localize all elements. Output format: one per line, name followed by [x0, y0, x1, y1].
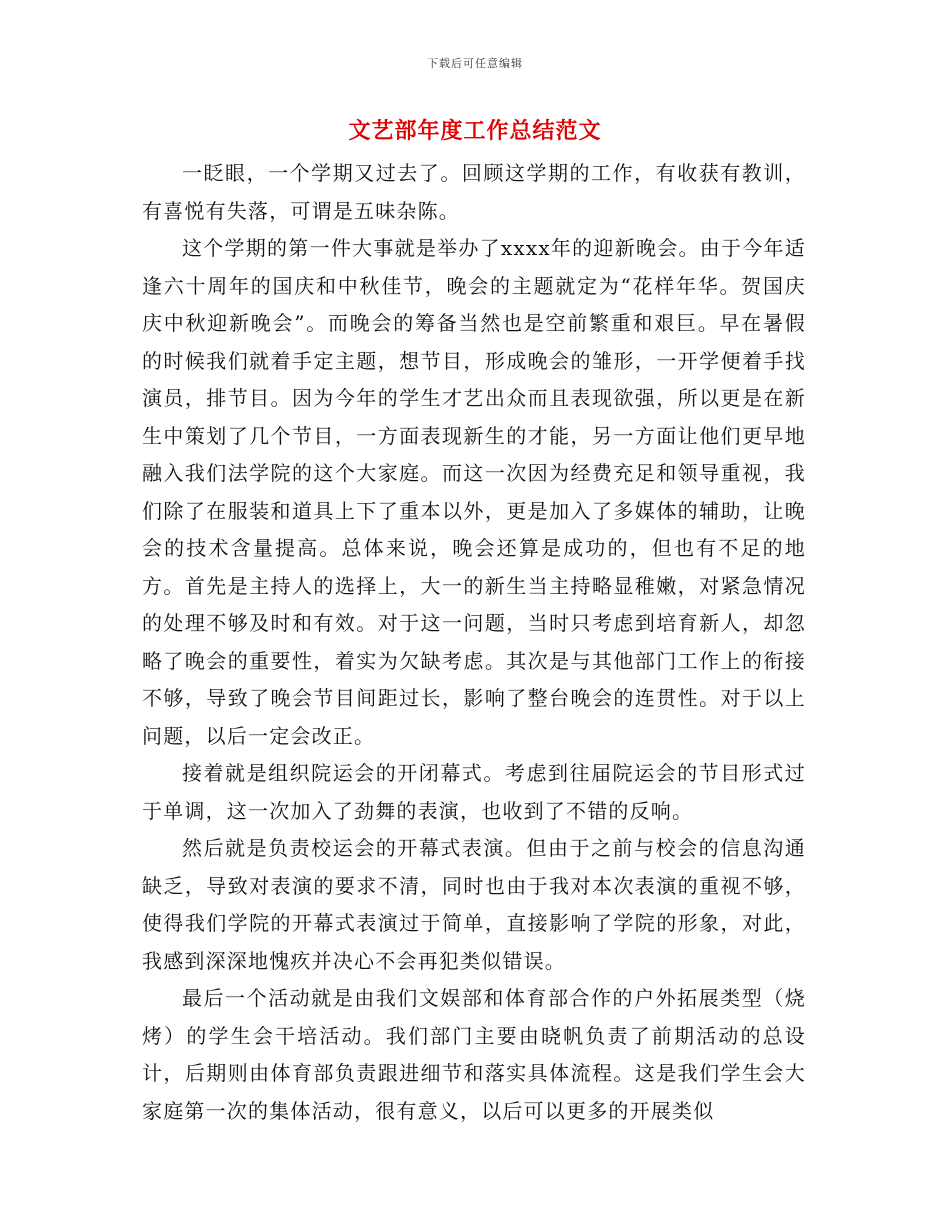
page-header-note: 下载后可任意编辑 [427, 57, 523, 70]
paragraph-intro: 一眨眼，一个学期又过去了。回顾这学期的工作，有收获有教训，有喜悦有失落，可谓是五味杂陈。 [142, 161, 806, 223]
paragraph-school-games: 然后就是负责校运会的开幕式表演。但由于之前与校会的信息沟通缺乏，导致对表演的要求不清，同时也由于我对本次表演的重视不够，使得我们学院的开幕式表演过于简单，直接影响了学院的形象，对此，我感到深深地愧疚并决心不会再犯类似错误。 [142, 836, 806, 973]
paragraph-college-games: 接着就是组织院运会的开闭幕式。考虑到往届院运会的节目形式过于单调，这一次加入了劲舞的表演，也收到了不错的反响。 [142, 761, 806, 823]
document-body [142, 155, 806, 1130]
paragraph-outdoor-activity: 最后一个活动就是由我们文娱部和体育部合作的户外拓展类型（烧烤）的学生会干培活动。我们部门主要由晓帆负责了前期活动的总设计，后期则由体育部负责跟进细节和落实具体流程。这是我们学生会大家庭第一次的集体活动，很有意义，以后可以更多的开展类似 [142, 986, 806, 1123]
document-title: 文艺部年度工作总结范文 [348, 118, 602, 144]
paragraph-welcome-gala: 这个学期的第一件大事就是举办了xxxx年的迎新晚会。由于今年适逢六十周年的国庆和中秋佳节，晚会的主题就定为“花样年华。贺国庆庆中秋迎新晚会”。而晚会的筹备当然也是空前繁重和艰巨。早在暑假的时候我们就着手定主题，想节目，形成晚会的雏形，一开学便着手找演员，排节目。因为今年的学生才艺出众而且表现欲强，所以更是在新生中策划了几个节目，一方面表现新生的才能，另一方面让他们更早地融入我们法学院的这个大家庭。而这一次因为经费充足和领导重视，我们除了在服装和道具上下了重本以外，更是加入了多媒体的辅助，让晚会的技术含量提高。总体来说，晚会还算是成功的，但也有不足的地方。首先是主持人的选择上，大一的新生当主持略显稚嫩，对紧急情况的处理不够及时和有效。对于这一问题，当时只考虑到培育新人，却忽略了晚会的重要性，着实为欠缺考虑。其次是与其他部门工作上的衔接不够，导致了晚会节目间距过长，影响了整台晚会的连贯性。对于以上问题，以后一定会改正。 [142, 236, 806, 748]
